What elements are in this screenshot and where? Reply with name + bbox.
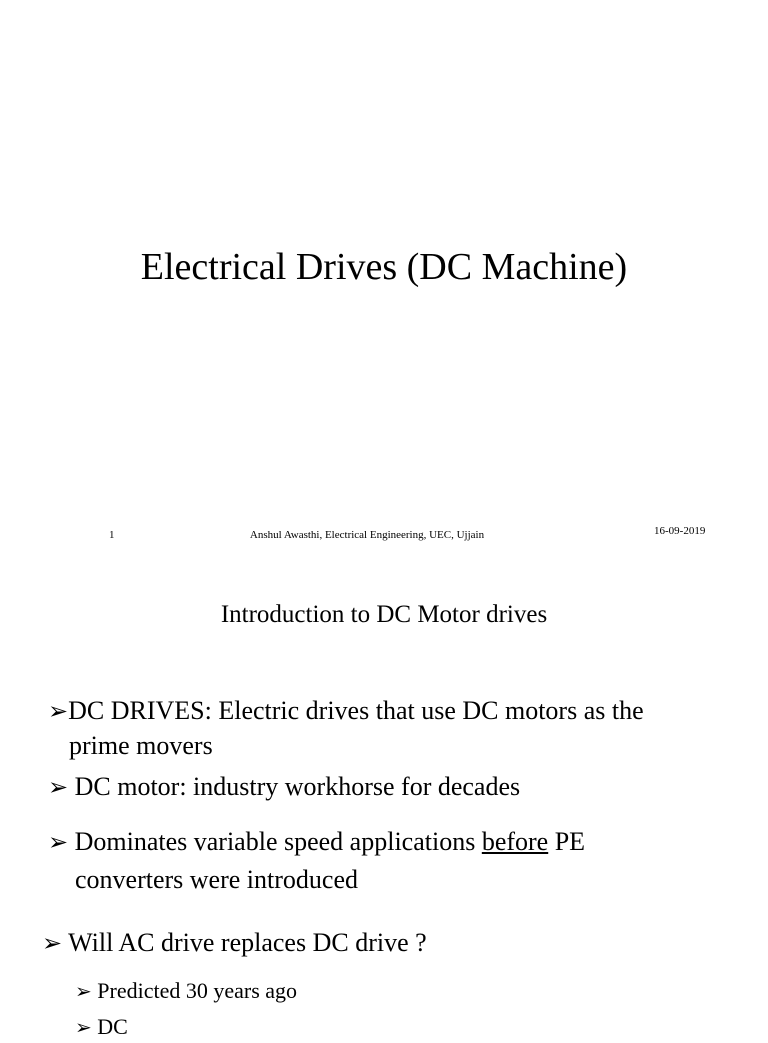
bullet-text-continuation: converters were introduced [75, 865, 358, 894]
arrow-bullet-icon: ➢ [75, 981, 92, 1003]
bullet-dc-motor [48, 770, 520, 805]
arrow-bullet-icon: ➢ [48, 699, 69, 725]
bullet-text: Dominates variable speed applications [74, 827, 482, 856]
arrow-bullet-icon: ➢ [75, 1017, 92, 1039]
sub-bullet-dc [75, 1012, 128, 1043]
bullet-text-continuation: prime movers [69, 731, 213, 760]
slide-title: Electrical Drives (DC Machine) [140, 246, 628, 288]
bullet-ac-drive-question [42, 926, 427, 961]
bullet-dominates [48, 825, 585, 896]
bullet-text: Will AC drive replaces DC drive ? [68, 928, 427, 957]
bullet-text: DC motor: industry workhorse for decades [74, 772, 521, 801]
arrow-bullet-icon: ➢ [48, 775, 69, 801]
arrow-bullet-icon: ➢ [42, 931, 63, 957]
footer-date: 16-09-2019 [654, 525, 706, 537]
bullet-text-end: PE [548, 827, 586, 856]
sub-bullet-text: Predicted 30 years ago [97, 978, 298, 1003]
slide-2 [0, 560, 768, 1039]
slide-number: 1 [109, 529, 115, 541]
footer-author: Anshul Awasthi, Electrical Engineering, UEC, Ujjain [249, 529, 485, 541]
sub-bullet-predicted [75, 976, 297, 1007]
bullet-dc-drives [48, 694, 644, 762]
sub-bullet-text: DC [97, 1014, 128, 1039]
arrow-bullet-icon: ➢ [48, 830, 69, 856]
slide-title: Introduction to DC Motor drives [220, 601, 548, 628]
bullet-text: DC DRIVES: Electric drives that use DC motors as the [68, 696, 644, 725]
underlined-word: before [481, 827, 549, 856]
